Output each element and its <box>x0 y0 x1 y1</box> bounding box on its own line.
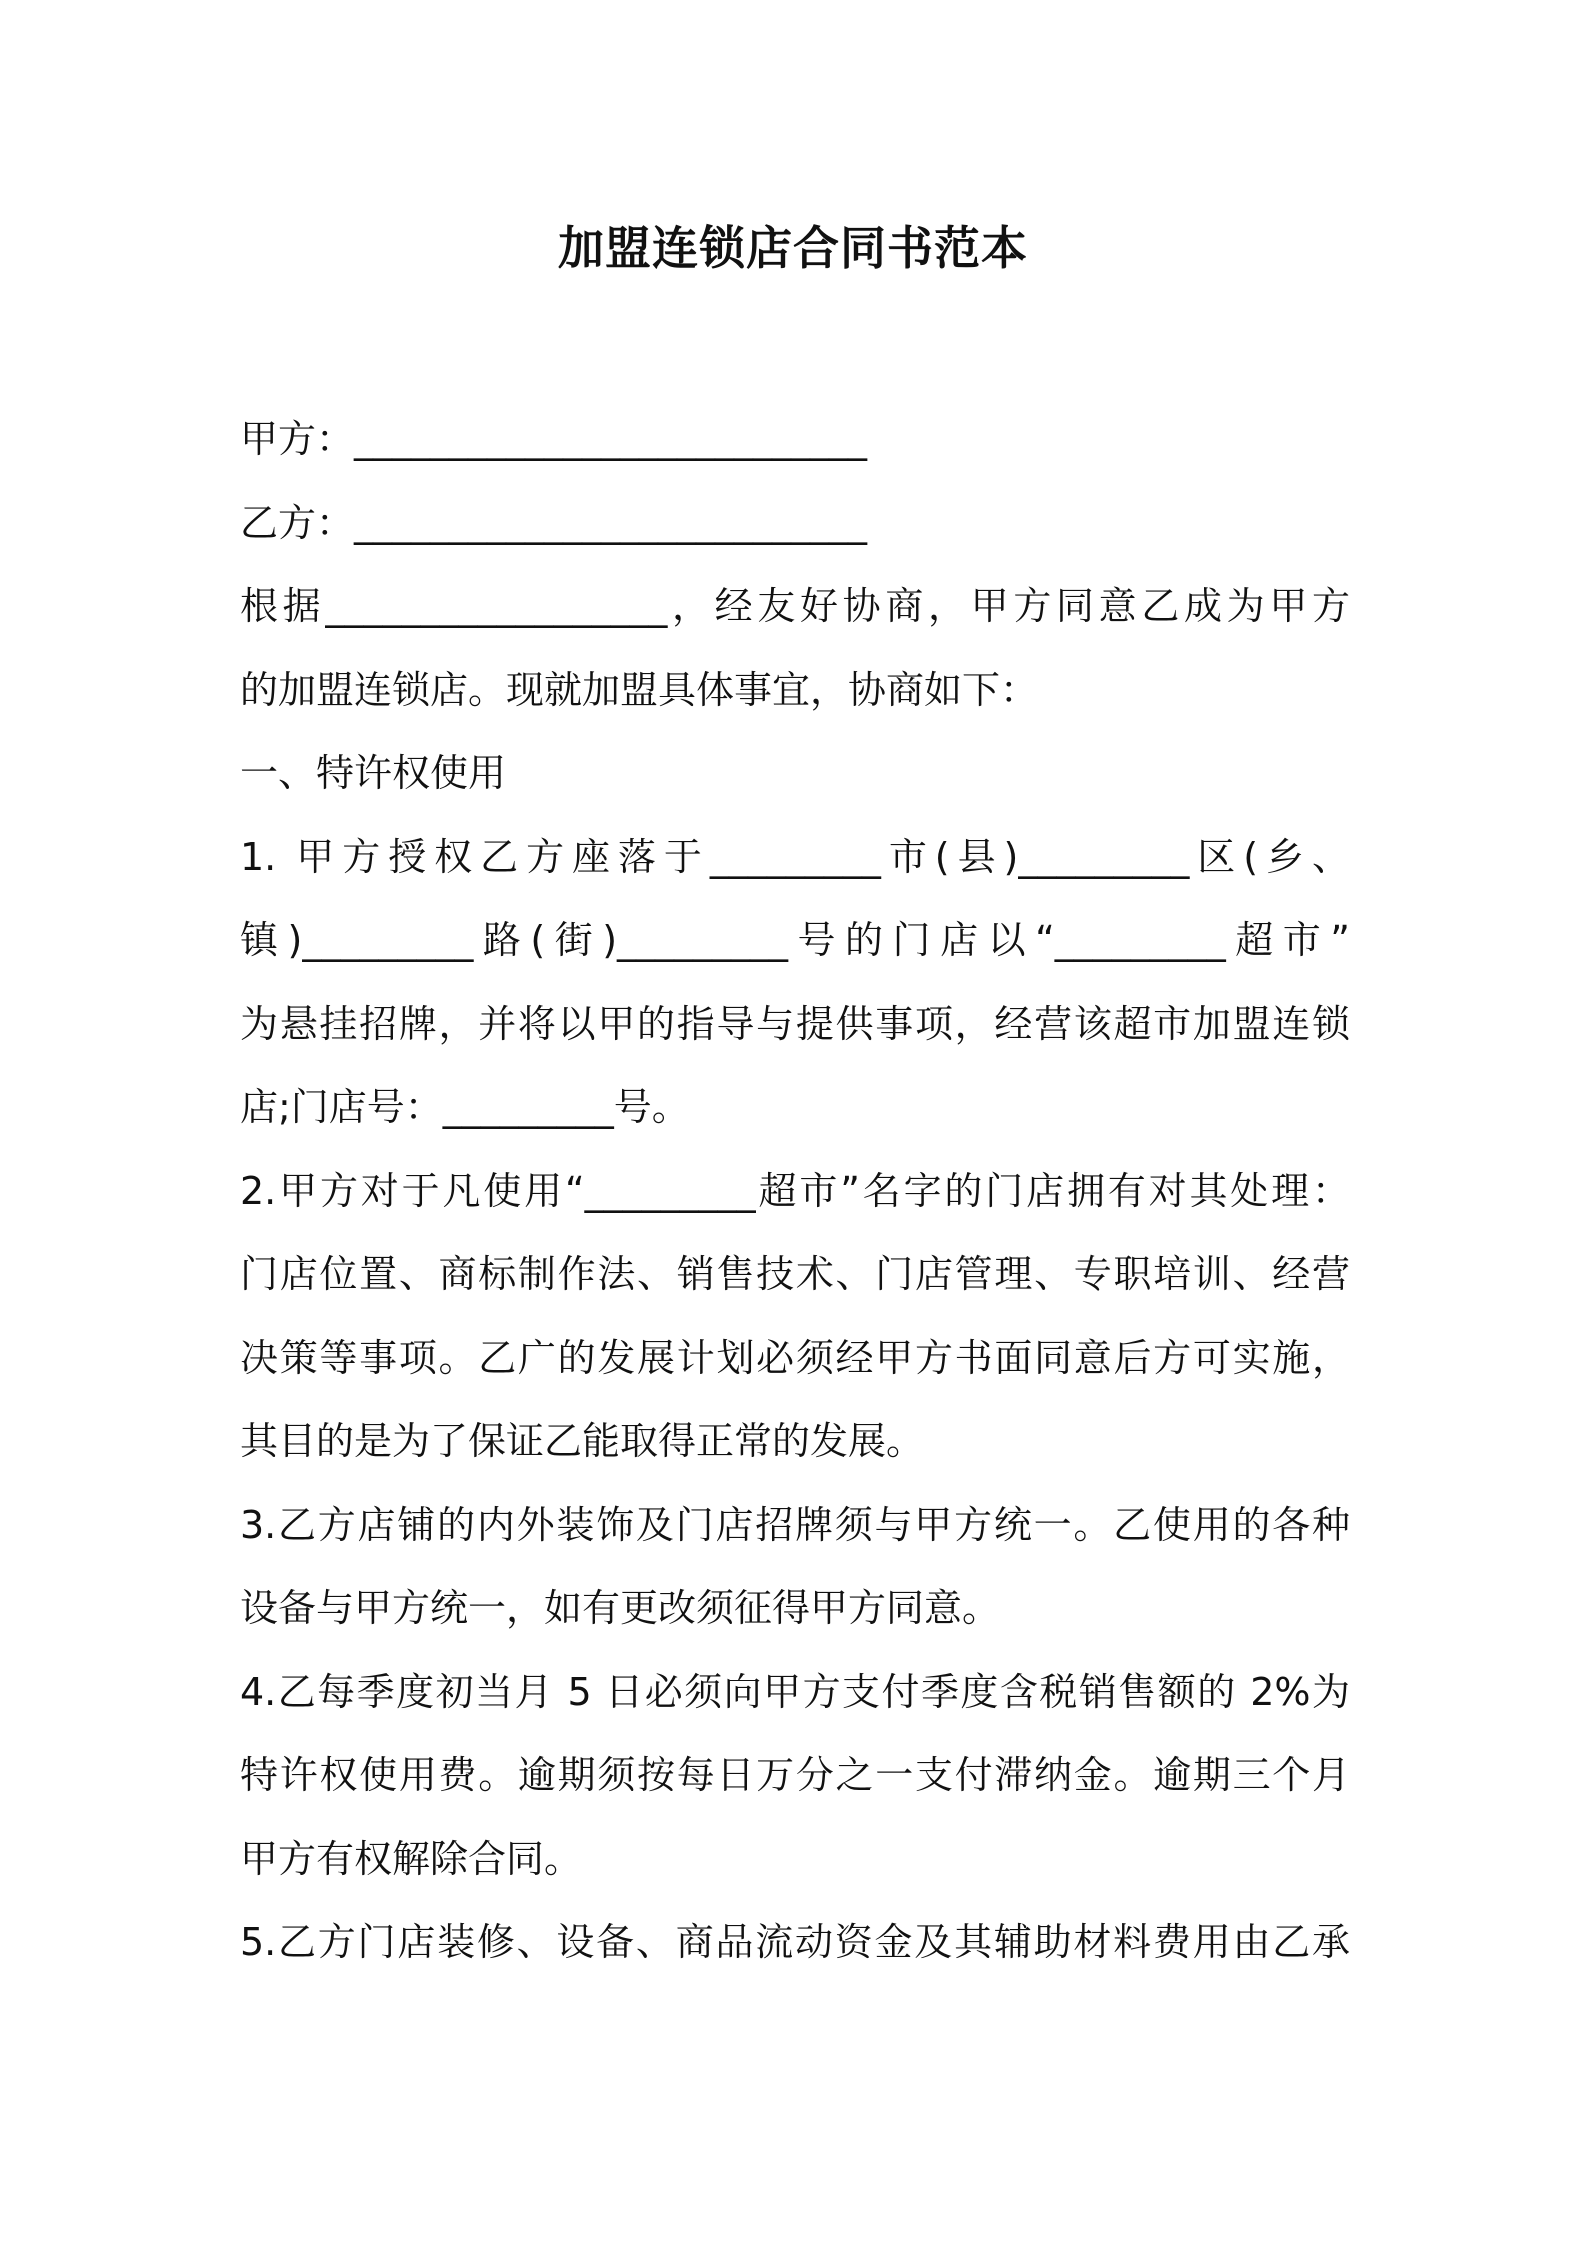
clause-line: 镇)_________路(街)_________号的门店以“_________超市” <box>240 918 1350 962</box>
party-a-line: 甲方：___________________________ <box>240 417 868 461</box>
clause-line: 3.乙方店铺的内外装饰及门店招牌须与甲方统一。乙使用的各种 <box>240 1502 1350 1547</box>
clause-line: 4.乙每季度初当月 5 日必须向甲方支付季度含税销售额的 2%为 <box>240 1669 1350 1714</box>
clause-line: 店;门店号：_________号。 <box>240 1085 690 1129</box>
document-title: 加盟连锁店合同书范本 <box>558 221 1028 275</box>
clause-line: 为悬挂招牌，并将以甲的指导与提供事项，经营该超市加盟连锁 <box>240 1001 1350 1046</box>
clause-line: 设备与甲方统一，如有更改须征得甲方同意。 <box>240 1586 1001 1630</box>
clause-line: 决策等事项。乙广的发展计划必须经甲方书面同意后方可实施， <box>240 1335 1350 1380</box>
clause-line: 门店位置、商标制作法、销售技术、门店管理、专职培训、经营 <box>240 1252 1350 1296</box>
clause-line: 2.甲方对于凡使用“_________超市”名字的门店拥有对其处理： <box>240 1168 1350 1213</box>
party-b-line: 乙方：___________________________ <box>240 500 868 545</box>
clause-line: 甲方有权解除合同。 <box>240 1836 583 1881</box>
clause-line: 1. 甲方授权乙方座落于_________市(县)_________区(乡、 <box>240 834 1350 879</box>
body-line: 根据__________________，经友好协商，甲方同意乙成为甲方 <box>240 584 1350 628</box>
clause-line: 特许权使用费。逾期须按每日万分之一支付滞纳金。逾期三个月 <box>240 1753 1350 1797</box>
body-line: 的加盟连锁店。现就加盟具体事宜，协商如下： <box>240 667 1039 712</box>
clause-line: 其目的是为了保证乙能取得正常的发展。 <box>240 1419 925 1463</box>
clause-line: 5.乙方门店装修、设备、商品流动资金及其辅助材料费用由乙承 <box>240 1920 1350 1964</box>
section-heading: 一、特许权使用 <box>240 751 507 795</box>
document-body <box>240 398 1350 1985</box>
